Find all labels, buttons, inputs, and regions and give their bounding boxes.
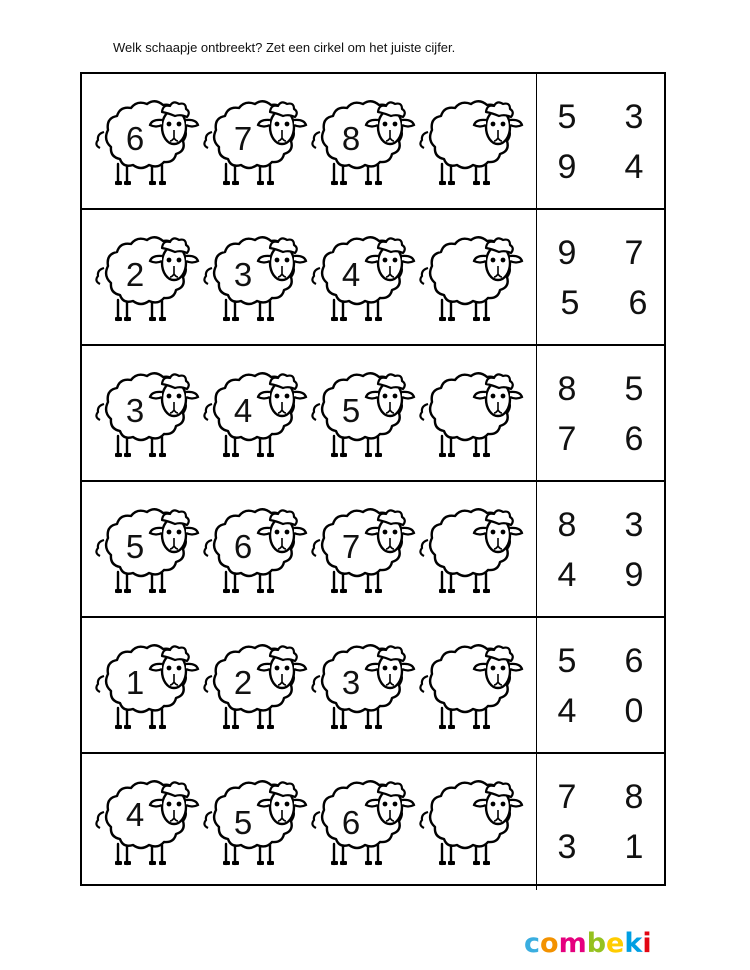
sheep-number: 6 <box>125 120 145 157</box>
sheep-number: 3 <box>341 664 361 701</box>
answer-option[interactable]: 6 <box>628 284 648 322</box>
sheep-icon <box>418 90 524 192</box>
answer-option[interactable]: 3 <box>557 828 577 866</box>
sheep-number: 4 <box>125 796 145 833</box>
answer-option[interactable]: 5 <box>624 370 644 408</box>
sheep-number: 5 <box>341 392 361 429</box>
puzzle-row <box>82 346 664 482</box>
sheep-icon <box>310 362 416 464</box>
answer-options <box>537 618 664 752</box>
sheep-number: 2 <box>233 664 253 701</box>
sheep-icon <box>418 226 524 328</box>
sheep-icon <box>202 90 308 192</box>
logo-letter: b <box>586 928 607 959</box>
puzzle-row <box>82 210 664 346</box>
sheep-icon <box>202 498 308 600</box>
answer-option[interactable]: 5 <box>560 284 580 322</box>
answer-option[interactable]: 6 <box>624 420 644 458</box>
sheep-icon <box>418 498 524 600</box>
sheep-icon <box>310 90 416 192</box>
sheep-number: 7 <box>233 120 253 157</box>
answer-option[interactable]: 3 <box>624 506 644 544</box>
answer-option[interactable]: 7 <box>557 778 577 816</box>
sheep-number: 3 <box>233 256 253 293</box>
worksheet-table <box>80 72 666 886</box>
sheep-icon <box>310 634 416 736</box>
sheep-icon <box>94 362 200 464</box>
answer-option[interactable]: 8 <box>557 506 577 544</box>
sheep-icon <box>310 770 416 872</box>
sheep-icon <box>202 634 308 736</box>
puzzle-row <box>82 754 664 890</box>
answer-options <box>537 346 664 480</box>
answer-option[interactable]: 7 <box>624 234 644 272</box>
sheep-number: 5 <box>125 528 145 565</box>
answer-option[interactable]: 5 <box>557 642 577 680</box>
sheep-icon <box>418 362 524 464</box>
logo-letter: o <box>540 928 559 959</box>
answer-option[interactable]: 8 <box>624 778 644 816</box>
instruction-text: Welk schaapje ontbreekt? Zet een cirkel om het juiste cijfer. <box>113 40 456 55</box>
sheep-number: 8 <box>341 120 361 157</box>
sheep-icon <box>418 634 524 736</box>
sheep-number: 2 <box>125 256 145 293</box>
sheep-icon <box>310 226 416 328</box>
logo-letter: c <box>524 928 541 959</box>
sheep-number: 1 <box>125 664 145 701</box>
sheep-icon <box>94 634 200 736</box>
sheep-number: 5 <box>233 804 253 841</box>
puzzle-row <box>82 618 664 754</box>
answer-option[interactable]: 4 <box>557 692 577 730</box>
answer-option[interactable]: 1 <box>624 828 644 866</box>
answer-option[interactable]: 3 <box>624 98 644 136</box>
sheep-number: 4 <box>341 256 361 293</box>
answer-option[interactable]: 8 <box>557 370 577 408</box>
answer-option[interactable]: 9 <box>557 234 577 272</box>
sheep-number: 7 <box>341 528 361 565</box>
sheep-icon <box>418 770 524 872</box>
sheep-icon <box>310 498 416 600</box>
sheep-icon <box>202 362 308 464</box>
logo-letter: m <box>558 928 587 959</box>
answer-option[interactable]: 9 <box>557 148 577 186</box>
answer-option[interactable]: 5 <box>557 98 577 136</box>
combeki-logo <box>524 928 652 959</box>
sheep-number: 6 <box>341 804 361 841</box>
sheep-icon <box>94 226 200 328</box>
answer-options <box>537 210 664 344</box>
answer-options <box>537 482 664 616</box>
answer-options <box>537 74 664 208</box>
sheep-icon <box>94 90 200 192</box>
logo-letter: e <box>606 928 625 959</box>
answer-option[interactable]: 0 <box>624 692 644 730</box>
sheep-icon <box>202 770 308 872</box>
answer-option[interactable]: 6 <box>624 642 644 680</box>
puzzle-row <box>82 482 664 618</box>
answer-options <box>537 754 664 890</box>
sheep-icon <box>202 226 308 328</box>
sheep-number: 3 <box>125 392 145 429</box>
answer-option[interactable]: 4 <box>624 148 644 186</box>
sheep-number: 4 <box>233 392 253 429</box>
logo-letter: k <box>624 928 643 959</box>
answer-option[interactable]: 7 <box>557 420 577 458</box>
answer-option[interactable]: 9 <box>624 556 644 594</box>
sheep-number: 6 <box>233 528 253 565</box>
puzzle-row <box>82 74 664 210</box>
sheep-icon <box>94 498 200 600</box>
sheep-icon <box>94 770 200 872</box>
answer-option[interactable]: 4 <box>557 556 577 594</box>
logo-letter: i <box>642 928 652 959</box>
